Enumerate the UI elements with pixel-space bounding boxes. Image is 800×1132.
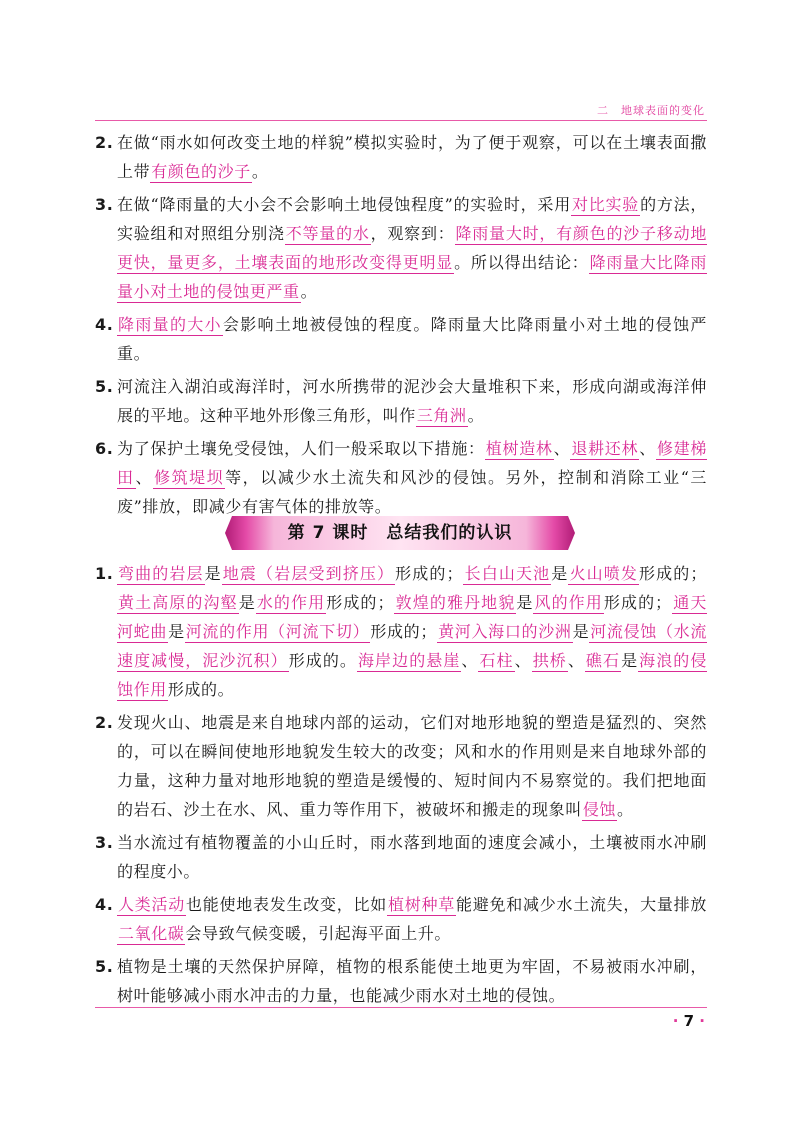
question-text: 为了保护土壤免受侵蚀，人们一般采取以下措施： [117,439,485,458]
footer-rule [95,1007,707,1008]
answer-text: 河流侵蚀（水流速度减慢，泥沙沉积） [117,622,707,670]
answer-text: 海岸边的悬崖 [357,651,461,670]
question-text: 在做“雨水如何改变土地的样貌”模拟实验时，为了便于观察，可以在土壤表面撒上带 [117,133,707,181]
answer-text: 风的作用 [534,593,603,612]
answer-text: 不等量的水 [285,224,370,243]
question-text: 。 [467,406,485,425]
question-number: 5. [95,377,114,396]
answer-text: 修建梯田 [117,439,707,487]
question-text: 也能使地表发生改变，比如 [186,895,387,914]
question-item [95,310,707,368]
question-item [95,128,707,186]
answer-text: 退耕还林 [571,439,639,458]
answer-text: 三角洲 [416,406,467,425]
question-text: 是 [238,593,256,612]
question-item [95,559,707,704]
page-number-value: 7 [683,1012,695,1030]
answer-text: 对比实验 [571,195,640,214]
answer-text: 有颜色的沙子 [151,162,251,181]
question-number: 3. [95,195,114,214]
answer-text: 敦煌的雅丹地貌 [395,593,516,612]
answer-text: 降雨量大比降雨量小对土地的侵蚀更严重 [117,253,707,301]
question-list-part1 [95,128,707,525]
answer-text: 黄河入海口的沙洲 [437,622,572,641]
answer-text: 礁石 [585,651,621,670]
page-dot-left: · [672,1012,679,1030]
lesson-title: 第 7 课时 总结我们的认识 [287,523,513,543]
question-text: 。所以得出结论： [454,253,589,272]
question-number: 6. [95,439,114,458]
question-text: 、 [461,651,479,670]
answer-text: 降雨量的大小 [118,315,222,334]
question-number: 1. [95,564,114,583]
lesson-banner [225,516,575,550]
question-number: 2. [95,713,114,732]
answer-text: 二氧化碳 [118,924,185,943]
question-item [95,708,707,824]
question-text: 是 [572,622,590,641]
question-text: 能避免和减少水土流失，大量排放 [455,895,708,914]
question-text: 形成的； [638,564,707,583]
question-text: 形成的。 [167,680,235,699]
answer-text: 植树造林 [485,439,553,458]
question-number: 4. [95,895,114,914]
question-number: 4. [95,315,114,334]
answer-text: 长白山天池 [464,564,551,583]
header-rule [95,120,707,121]
answer-text: 植树种草 [387,895,455,914]
question-item [95,434,707,521]
question-list-part2 [95,559,707,1014]
answer-text: 地震（岩层受到挤压） [222,564,395,583]
question-text: 。 [300,282,318,301]
question-item [95,952,707,1010]
question-text: 植物是土壤的天然保护屏障，植物的根系能使土地更为牢固，不易被雨水冲刷，树叶能够减小雨水冲击的力量，也能减少雨水对土地的侵蚀。 [117,957,707,1005]
question-text: 河流注入湖泊或海洋时，河水所携带的泥沙会大量堆积下来，形成向湖或海洋伸展的平地。这种平地外形像三角形，叫作 [117,377,707,425]
question-text: 、 [135,468,154,487]
answer-text: 降雨量大时，有颜色的沙子移动地更快，量更多，土壤表面的地形改变得更明显 [117,224,707,272]
question-text: 发现火山、地震是来自地球内部的运动，它们对地形地貌的塑造是猛烈的、突然的，可以在瞬间使地形地貌发生较大的改变；风和水的作用则是来自地球外部的力量，这种力量对地形地貌的塑造是缓慢的、短时间内不易察觉的。我们把地面的岩石、沙土在水、风、重力等作用下，被破坏和搬走的现象叫 [117,713,707,819]
question-number: 2. [95,133,114,152]
question-text: 是 [551,564,569,583]
question-text: 形成的； [395,564,464,583]
question-text: 。 [251,162,269,181]
question-number: 3. [95,833,114,852]
question-text: 、 [514,651,532,670]
question-text: 、 [567,651,585,670]
answer-text: 水的作用 [256,593,326,612]
answer-text: 海浪的侵蚀作用 [117,651,707,699]
answer-text: 侵蚀 [582,800,617,819]
question-text: 形成的； [603,593,672,612]
question-item [95,828,707,886]
question-number: 5. [95,957,114,976]
question-text: 会导致气候变暖，引起海平面上升。 [185,924,452,943]
question-text: 。 [617,800,634,819]
question-text: ，观察到： [370,224,455,243]
answer-text: 黄土高原的沟壑 [118,593,238,612]
question-text: 的方法，实验组和对照组分别浇 [117,195,707,243]
question-item [95,890,707,948]
question-text: 等，以减少水土流失和风沙的侵蚀。另外，控制和消除工业“三废”排放，即减少有害气体的排放等。 [117,468,708,516]
question-item [95,190,707,306]
answer-text: 人类活动 [118,895,185,914]
page-number [673,1012,705,1030]
question-text: 是 [621,651,639,670]
question-text: 是 [516,593,534,612]
question-text: 形成的。 [288,651,357,670]
question-text: 会影响土地被侵蚀的程度。降雨量大比降雨量小对土地的侵蚀严重。 [117,315,707,363]
question-text: 当水流过有植物覆盖的小山丘时，雨水落到地面的速度会减小，土壤被雨水冲刷的程度小。 [117,833,707,881]
question-item [95,372,707,430]
question-text: 是 [168,622,185,641]
chapter-title: 二 地球表面的变化 [597,104,705,117]
answer-text: 通天河蛇曲 [117,593,707,641]
question-text: 在做“降雨量的大小会不会影响土地侵蚀程度”的实验时，采用 [117,195,571,214]
answer-text: 河流的作用（河流下切） [185,622,370,641]
answer-text: 修筑堤坝 [154,468,225,487]
answer-text: 火山喷发 [569,564,638,583]
question-text: 形成的； [370,622,437,641]
page-dot-right: · [699,1012,705,1030]
question-text: 、 [639,439,656,458]
answer-text: 石柱 [479,651,514,670]
answer-text: 弯曲的岩层 [118,564,204,583]
answer-text: 拱桥 [532,651,567,670]
question-text: 、 [553,439,571,458]
question-text: 形成的； [326,593,395,612]
question-text: 是 [204,564,222,583]
